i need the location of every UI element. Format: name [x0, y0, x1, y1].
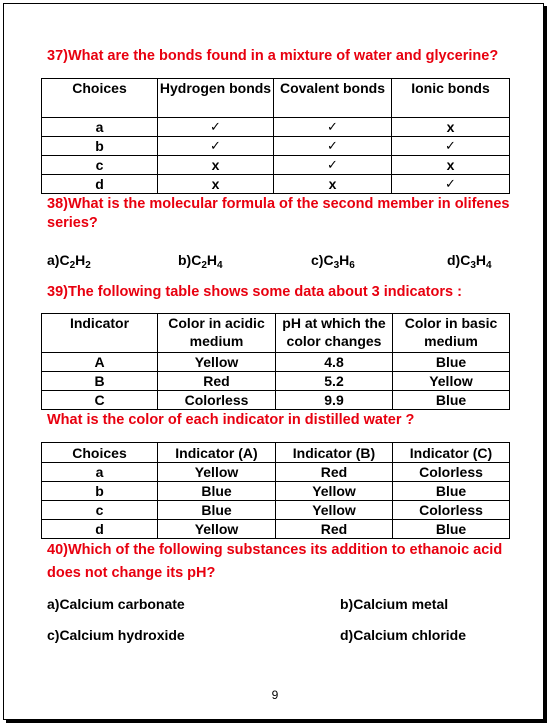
q37-cell: ✓ — [392, 175, 510, 194]
q37-cell: ✓ — [274, 137, 392, 156]
q39-cell: B — [42, 372, 158, 391]
q39-choice-cell: c — [42, 501, 158, 520]
q39-cell: C — [42, 391, 158, 410]
q39-cell: Yellow — [393, 372, 510, 391]
q40-option-b[interactable]: b)Calcium metal — [340, 596, 449, 612]
q37-cell: x — [392, 118, 510, 137]
q39-cell: A — [42, 353, 158, 372]
q39-indicator-table — [41, 313, 510, 410]
q39-choice-cell: a — [42, 463, 158, 482]
question-39: 39)The following table shows some data about 3 indicators : — [47, 284, 462, 300]
q39-cell: Yellow — [158, 353, 276, 372]
q39-cell: Blue — [393, 353, 510, 372]
q39-choice-cell: b — [42, 482, 158, 501]
q37-header: Choices — [42, 79, 158, 118]
q37-cell: ✓ — [392, 137, 510, 156]
q40-option-c[interactable]: c)Calcium hydroxide — [47, 627, 185, 643]
page-number: 9 — [271, 688, 279, 702]
q37-cell: ✓ — [158, 118, 274, 137]
q39-header: Color in acidic medium — [158, 314, 276, 353]
q39-choice-cell: Red — [276, 463, 393, 482]
q39-choice-cell: Blue — [393, 520, 510, 539]
q39-choice-header: Indicator (B) — [276, 443, 393, 463]
q39-cell: 9.9 — [276, 391, 393, 410]
q37-cell: ✓ — [158, 137, 274, 156]
question-40 — [47, 541, 517, 583]
q39-choice-cell: Blue — [393, 482, 510, 501]
q37-header: Hydrogen bonds — [158, 79, 274, 118]
q40-option-a[interactable]: a)Calcium carbonate — [47, 596, 185, 612]
q39-choice-header: Indicator (A) — [158, 443, 276, 463]
q39-choice-cell: Blue — [158, 501, 276, 520]
q39-choices-table — [41, 442, 510, 539]
q39-choice-cell: Blue — [158, 482, 276, 501]
q37-cell: ✓ — [274, 156, 392, 175]
q39-cell: Red — [158, 372, 276, 391]
q38-option-a[interactable]: $a)C_2H_2$ — [47, 252, 91, 271]
q39-choice-cell: Red — [276, 520, 393, 539]
q39-sub-question: What is the color of each indicator in distilled water ? — [47, 412, 415, 428]
q40-option-d[interactable]: d)Calcium chloride — [340, 627, 467, 643]
q37-cell: c — [42, 156, 158, 175]
q39-cell: Colorless — [158, 391, 276, 410]
question-38: 38)What is the molecular formula of the second member in olifenes series? — [47, 196, 510, 231]
q39-header: pH at which the color changes — [276, 314, 393, 353]
q39-choice-header: Choices — [42, 443, 158, 463]
question-40-line1: 40)Which of the following substances its addition to ethanoic acid — [47, 542, 503, 558]
q38-option-c[interactable]: $c)C_3H_6$ — [311, 252, 355, 271]
q38-option-d[interactable]: $d)C_3H_4$ — [447, 252, 492, 271]
q39-choice-cell: Yellow — [158, 463, 276, 482]
q37-cell: x — [158, 156, 274, 175]
q39-choice-header: Indicator (C) — [393, 443, 510, 463]
q39-choice-cell: d — [42, 520, 158, 539]
q40-options — [0, 596, 550, 656]
q37-cell: a — [42, 118, 158, 137]
q39-choice-cell: Colorless — [393, 501, 510, 520]
q37-cell: x — [274, 175, 392, 194]
question-37: 37)What are the bonds found in a mixture of water and glycerine? — [47, 48, 499, 64]
q39-header: Indicator — [42, 314, 158, 353]
q37-header: Covalent bonds — [274, 79, 392, 118]
q39-cell: 4.8 — [276, 353, 393, 372]
q38-option-b[interactable]: $b)C_2H_4$ — [178, 252, 223, 271]
q39-choice-cell: Yellow — [158, 520, 276, 539]
q37-header: Ionic bonds — [392, 79, 510, 118]
q37-cell: x — [392, 156, 510, 175]
q37-cell: b — [42, 137, 158, 156]
q37-table — [41, 78, 510, 194]
q37-cell: d — [42, 175, 158, 194]
q39-header: Color in basic medium — [393, 314, 510, 353]
q39-cell: 5.2 — [276, 372, 393, 391]
q37-cell: x — [158, 175, 274, 194]
q39-choice-cell: Colorless — [393, 463, 510, 482]
q39-choice-cell: Yellow — [276, 482, 393, 501]
q39-cell: Blue — [393, 391, 510, 410]
question-40-line2: does not change its pH? — [47, 565, 216, 581]
q37-cell: ✓ — [274, 118, 392, 137]
q38-options — [0, 252, 550, 272]
q39-choice-cell: Yellow — [276, 501, 393, 520]
